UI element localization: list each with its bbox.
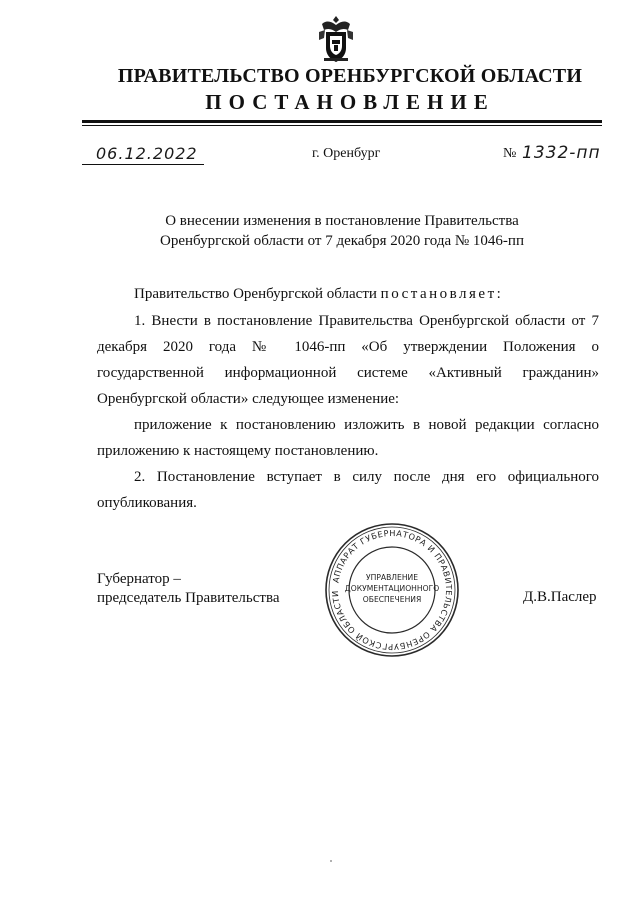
document-number: 1332-пп bbox=[522, 143, 601, 163]
coat-of-arms-icon bbox=[316, 14, 356, 66]
preamble-paragraph bbox=[97, 281, 599, 307]
header-rule-thin bbox=[82, 125, 602, 126]
subject-line-1: О внесении изменения в постановление Правительства bbox=[165, 213, 519, 229]
document-date: 06.12.2022 bbox=[96, 144, 198, 163]
paragraph-item-2: 2. Постановление вступает в силу после дня его официального опубликования. bbox=[97, 469, 599, 511]
subject-line-2: Оренбургской области от 7 декабря 2020 года № 1046-пп bbox=[160, 233, 524, 249]
seal-center-line-1: УПРАВЛЕНИЕ bbox=[365, 573, 419, 582]
signer-title bbox=[97, 570, 280, 608]
number-field bbox=[522, 144, 600, 164]
paragraph-item-1: 1. Внести в постановление Правительства Оренбургской области от 7 декабря 2020 года № 1046-пп «Об утверждении Положения о государственной информационной системе «Активный гражданин» Оренбургской области» следующее изменение: bbox=[97, 313, 599, 407]
seal-center-line-3: ОБЕСПЕЧЕНИЯ bbox=[362, 595, 422, 604]
seal-ring-text: АППАРАТ ГУБЕРНАТОРА И ПРАВИТЕЛЬСТВА ОРЕНБУРГСКОЙ ОБЛАСТИ bbox=[329, 527, 455, 653]
city-label: г. Оренбург bbox=[312, 146, 381, 161]
paragraph-item-1-sub: приложение к постановлению изложить в новой редакции согласно приложению к настоящему постановлению. bbox=[97, 417, 599, 459]
document-type-title: ПОСТАНОВЛЕНИЕ bbox=[205, 90, 495, 114]
official-seal-stamp bbox=[323, 521, 461, 659]
organization-title: ПРАВИТЕЛЬСТВО ОРЕНБУРГСКОЙ ОБЛАСТИ bbox=[117, 65, 583, 87]
signer-name: Д.В.Паслер bbox=[523, 589, 597, 605]
signer-title-line-2: председатель Правительства bbox=[97, 590, 280, 606]
preamble-verb: постановляет: bbox=[380, 286, 504, 302]
header-rule-thick bbox=[82, 120, 602, 123]
number-sign: № bbox=[503, 146, 517, 161]
date-field bbox=[82, 144, 204, 165]
document-subject bbox=[0, 211, 640, 251]
signer-title-line-1: Губернатор – bbox=[97, 571, 181, 587]
seal-center-line-2: ДОКУМЕНТАЦИОННОГО bbox=[344, 584, 440, 593]
preamble-text: Правительство Оренбургской области bbox=[134, 286, 377, 302]
page-mark bbox=[330, 860, 332, 862]
